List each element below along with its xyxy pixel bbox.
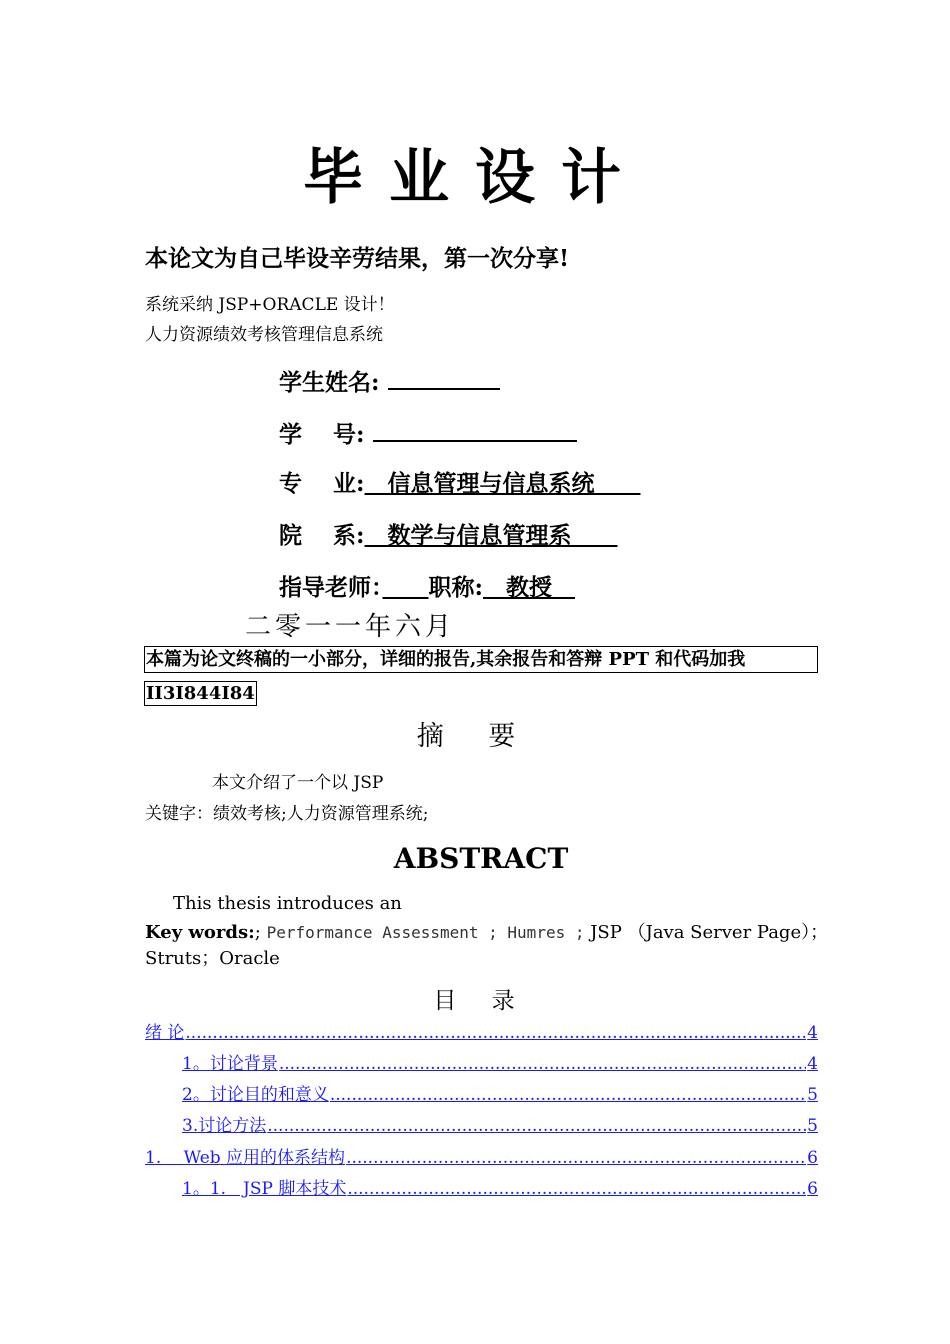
- toc-label[interactable]: 3.讨论方法: [182, 1116, 267, 1136]
- toc-leader: [347, 1177, 806, 1201]
- toc-leader: [330, 1083, 806, 1107]
- toc-page[interactable]: 6: [807, 1148, 818, 1168]
- field-label: 学 号:: [279, 421, 365, 448]
- system-line: 系统采纳 JSP+ORACLE 设计！: [145, 295, 395, 315]
- toc-label[interactable]: 1. Web 应用的体系结构: [145, 1148, 346, 1168]
- toc-entry-method[interactable]: [182, 1114, 818, 1138]
- document-title: 毕业设计: [303, 143, 647, 213]
- field-value: 教授: [483, 574, 575, 601]
- abstract-en-keywords: [145, 921, 828, 945]
- toc-entry-jsp-script[interactable]: [182, 1177, 818, 1201]
- field-label: 专 业:: [279, 470, 365, 497]
- toc-leader: [346, 1146, 806, 1170]
- toc-entry-background[interactable]: [182, 1052, 818, 1076]
- abstract-en-heading: ABSTRACT: [393, 842, 569, 875]
- abstract-cn-keywords: 关键字：绩效考核;人力资源管理系统;: [145, 804, 429, 824]
- advisor-blank: [383, 574, 429, 601]
- toc-entry-purpose[interactable]: [182, 1083, 818, 1107]
- field-label: 职称:: [428, 574, 483, 601]
- toc-page[interactable]: 6: [807, 1179, 818, 1199]
- field-student-id: [279, 416, 577, 451]
- field-label: 院 系:: [279, 522, 365, 549]
- field-student-name: [279, 364, 500, 399]
- notice-box: 本篇为论文终稿的一小部分，详细的报告,其余报告和答辩 PPT 和代码加我: [144, 646, 818, 673]
- abstract-en-keywords-line2: Struts；Oracle: [145, 948, 280, 969]
- blank-underline: [388, 364, 500, 390]
- toc-page[interactable]: 5: [807, 1085, 818, 1105]
- toc-label[interactable]: 绪 论: [145, 1023, 185, 1043]
- field-department: [279, 520, 618, 552]
- toc-leader: [185, 1021, 806, 1045]
- date-line: 二零一一年六月: [245, 612, 456, 642]
- contact-box: II3I844I84: [146, 683, 255, 704]
- field-advisor: [279, 572, 575, 604]
- keywords-label: Key words:: [145, 922, 255, 943]
- share-line: 本论文为自己毕设辛劳结果，第一次分享!: [145, 245, 570, 272]
- keywords-separator: ;: [254, 922, 261, 943]
- toc-page[interactable]: 4: [807, 1023, 818, 1043]
- field-label: 指导老师：: [279, 574, 383, 601]
- toc-entry-intro[interactable]: [145, 1021, 818, 1045]
- abstract-cn-intro: 本文介绍了一个以 JSP: [212, 773, 384, 793]
- abstract-cn-heading: 摘 要: [416, 721, 534, 752]
- toc-entry-web-architecture[interactable]: [145, 1146, 818, 1170]
- field-major: [279, 468, 641, 500]
- field-value: 数学与信息管理系: [364, 522, 618, 549]
- toc-leader: [279, 1052, 806, 1076]
- toc-page[interactable]: 5: [807, 1116, 818, 1136]
- system-name: 人力资源绩效考核管理信息系统: [145, 325, 383, 345]
- toc-heading: 目 录: [433, 988, 529, 1014]
- toc-leader: [267, 1114, 806, 1138]
- keywords-mono: Performance Assessment ; Humres ;: [266, 923, 585, 942]
- blank-underline: [373, 416, 577, 442]
- keywords-rest: JSP （Java Server Page）；: [590, 922, 829, 943]
- abstract-en-intro: This thesis introduces an: [173, 893, 402, 914]
- field-label: 学生姓名:: [279, 369, 380, 396]
- toc-label[interactable]: 2。讨论目的和意义: [182, 1085, 329, 1105]
- toc-page[interactable]: 4: [807, 1054, 818, 1074]
- toc-label[interactable]: 1。讨论背景: [182, 1054, 278, 1074]
- field-value: 信息管理与信息系统: [364, 470, 641, 497]
- toc-label[interactable]: 1。1. JSP 脚本技术: [182, 1179, 347, 1199]
